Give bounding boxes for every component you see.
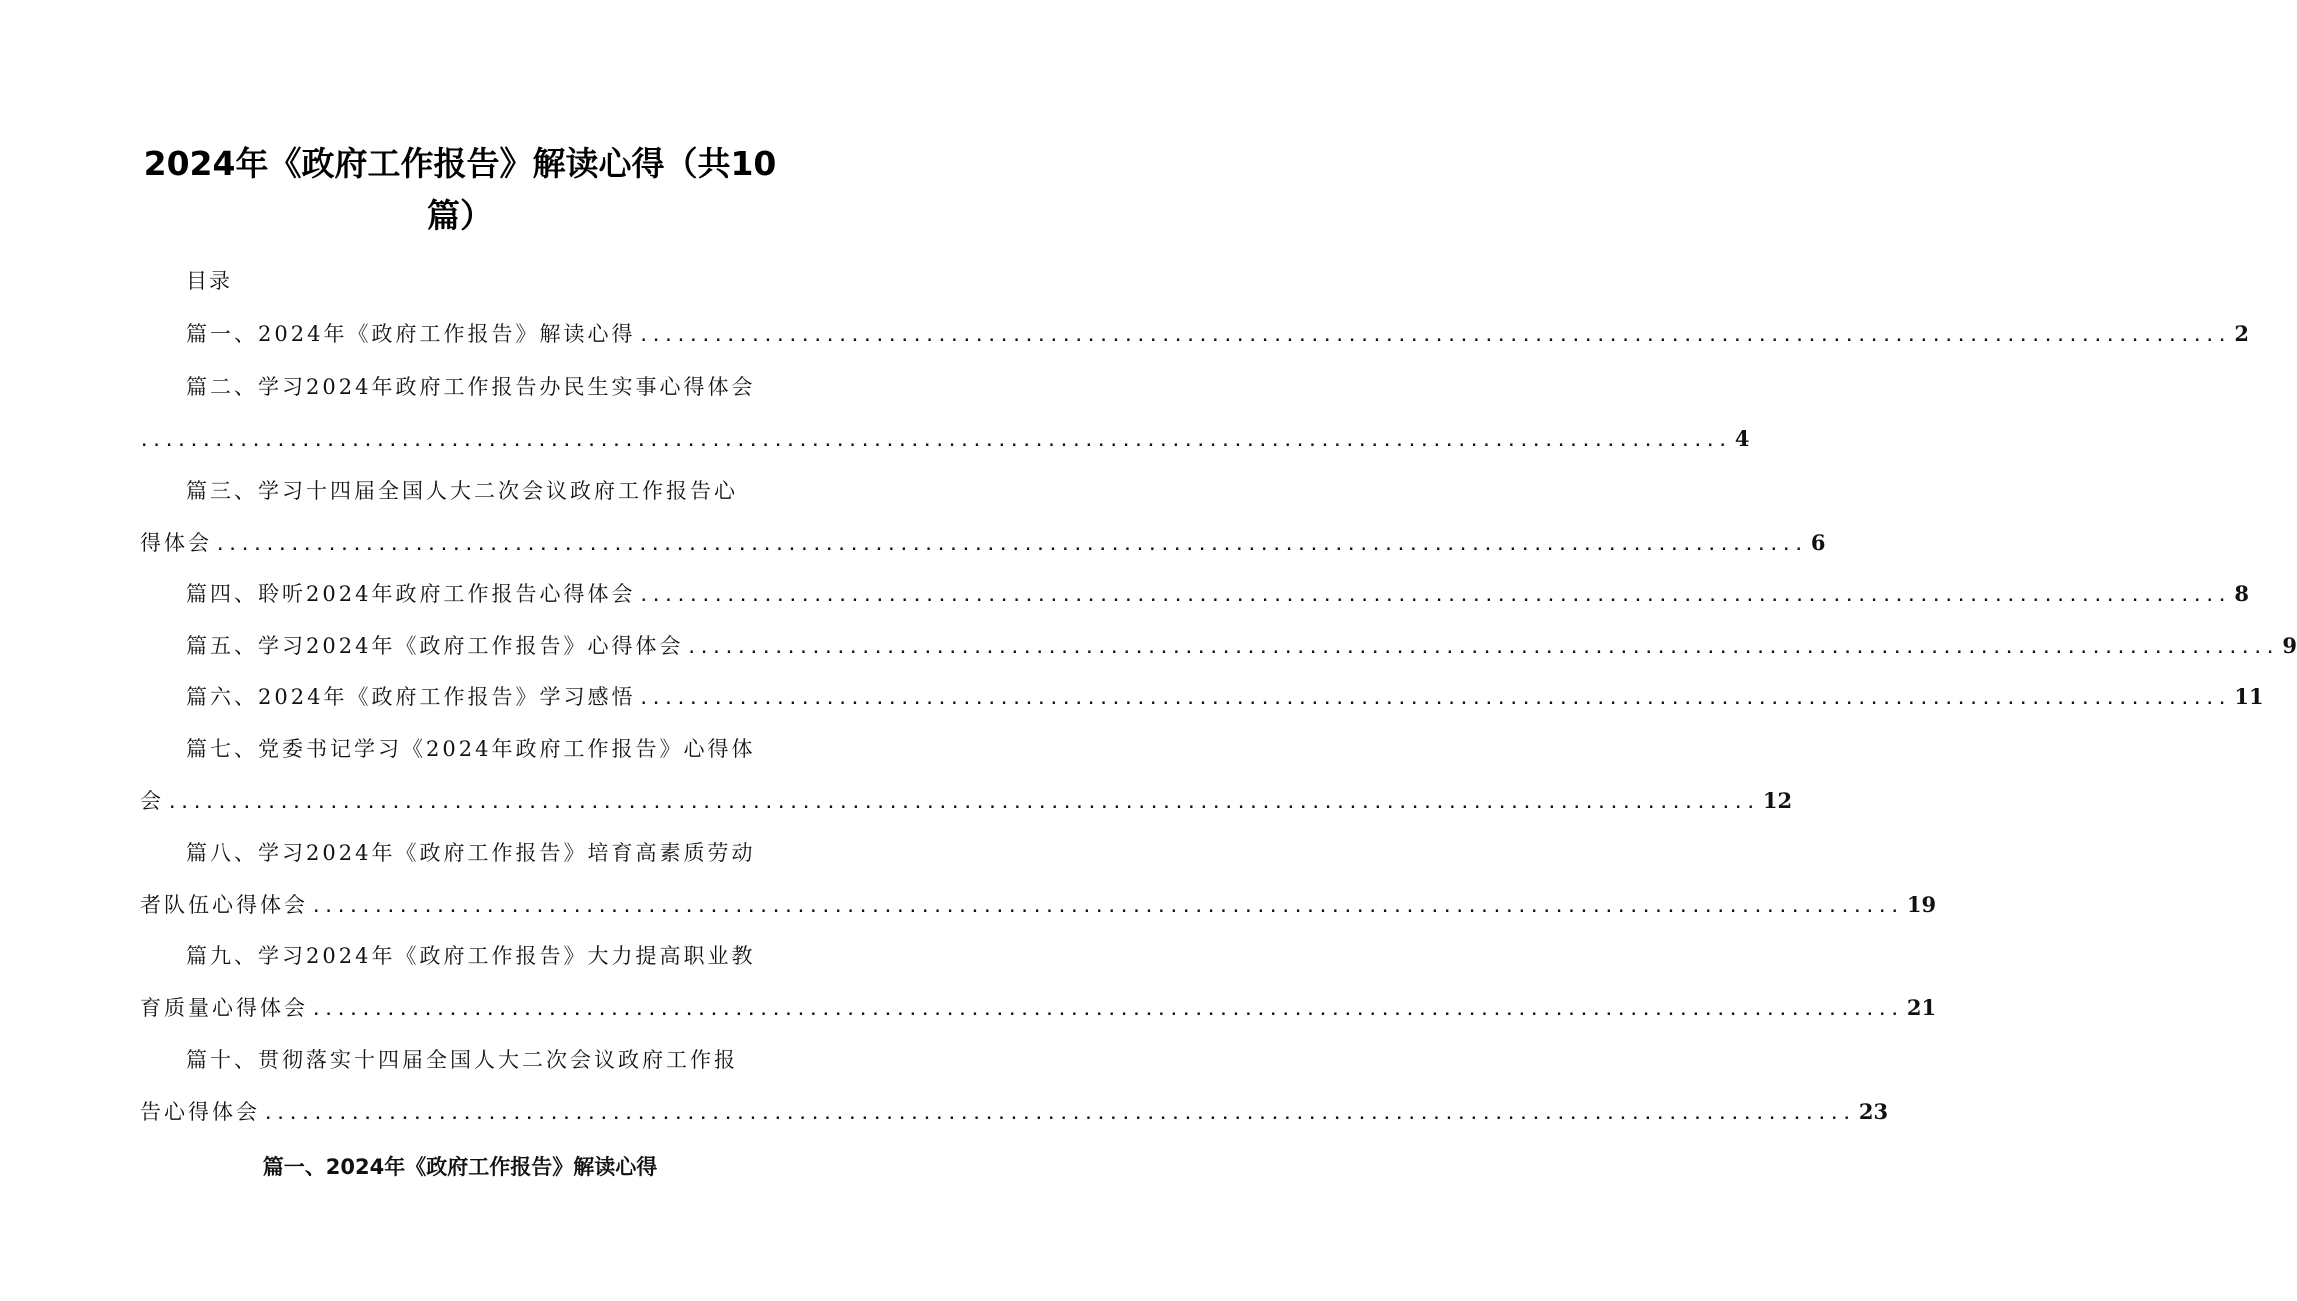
section-heading: 篇一、2024年《政府工作报告》解读心得 bbox=[262, 1155, 658, 1179]
toc-page-number: 8 bbox=[2234, 581, 2249, 606]
toc-entry-title-cont: 育质量心得体会 bbox=[140, 996, 308, 1020]
toc-entry-7[interactable] bbox=[140, 787, 1793, 815]
toc-entry-9-line-1[interactable]: 篇九、学习2024年《政府工作报告》大力提高职业教 bbox=[186, 944, 756, 968]
toc-entry-title-cont: 会 bbox=[140, 789, 164, 813]
toc-entry-10[interactable] bbox=[140, 1098, 1889, 1126]
toc-leader-dots: ................................................................................................................................ bbox=[168, 796, 1759, 812]
toc-entry-title: 篇六、2024年《政府工作报告》学习感悟 bbox=[186, 685, 636, 709]
toc-entry-1[interactable] bbox=[186, 320, 2249, 348]
toc-entry-9[interactable] bbox=[140, 994, 1937, 1022]
toc-entry-10-line-1[interactable]: 篇十、贯彻落实十四届全国人大二次会议政府工作报 bbox=[186, 1048, 738, 1072]
toc-page-number: 2 bbox=[2234, 321, 2249, 346]
toc-entry-7-line-1[interactable]: 篇七、党委书记学习《2024年政府工作报告》心得体 bbox=[186, 737, 756, 761]
toc-entry-8-line-1[interactable]: 篇八、学习2024年《政府工作报告》培育高素质劳动 bbox=[186, 841, 756, 865]
toc-page-number: 19 bbox=[1906, 892, 1937, 917]
toc-leader-dots: ................................................................................................................................ bbox=[639, 692, 2231, 708]
toc-entry-title-cont: 得体会 bbox=[140, 531, 212, 555]
document-title-line-1: 2024年《政府工作报告》解读心得（共10 bbox=[143, 144, 777, 183]
toc-leader-dots: ................................................................................................................................ bbox=[312, 900, 1903, 916]
toc-page-number: 4 bbox=[1734, 426, 1750, 451]
toc-entry-title-cont: 告心得体会 bbox=[140, 1100, 260, 1124]
toc-leader-dots: ................................................................................................................................ bbox=[140, 434, 1731, 450]
toc-entry-5[interactable] bbox=[186, 632, 2297, 660]
toc-page-number: 23 bbox=[1858, 1099, 1889, 1124]
document-title bbox=[120, 138, 800, 242]
toc-entry-3[interactable] bbox=[140, 529, 1826, 557]
toc-page-number: 6 bbox=[1810, 530, 1826, 555]
toc-entry-8[interactable] bbox=[140, 891, 1937, 919]
toc-page-number: 11 bbox=[2234, 684, 2264, 709]
toc-page-number: 12 bbox=[1762, 788, 1793, 813]
toc-heading: 目录 bbox=[186, 269, 232, 293]
toc-entry-2-line-1[interactable]: 篇二、学习2024年政府工作报告办民生实事心得体会 bbox=[186, 375, 756, 399]
toc-leader-dots: ................................................................................................................................ bbox=[639, 329, 2231, 345]
toc-leader-dots: ................................................................................................................................ bbox=[216, 538, 1807, 554]
toc-entry-4[interactable] bbox=[186, 580, 2249, 608]
toc-leader-dots: ................................................................................................................................ bbox=[639, 589, 2231, 605]
toc-entry-6[interactable] bbox=[186, 683, 2264, 711]
toc-entry-title: 篇五、学习2024年《政府工作报告》心得体会 bbox=[186, 634, 684, 658]
toc-entry-title: 篇一、2024年《政府工作报告》解读心得 bbox=[186, 322, 636, 346]
toc-entry-3-line-1[interactable]: 篇三、学习十四届全国人大二次会议政府工作报告心 bbox=[186, 479, 738, 503]
document-title-line-2: 篇） bbox=[427, 196, 493, 235]
toc-entry-title: 篇四、聆听2024年政府工作报告心得体会 bbox=[186, 582, 636, 606]
toc-leader-dots: ................................................................................................................................ bbox=[687, 641, 2279, 657]
toc-entry-2[interactable] bbox=[140, 425, 1750, 453]
toc-leader-dots: ................................................................................................................................ bbox=[312, 1003, 1903, 1019]
toc-page-number: 9 bbox=[2282, 633, 2297, 658]
toc-page-number: 21 bbox=[1906, 995, 1937, 1020]
toc-leader-dots: ................................................................................................................................ bbox=[264, 1107, 1855, 1123]
toc-entry-title-cont: 者队伍心得体会 bbox=[140, 893, 308, 917]
